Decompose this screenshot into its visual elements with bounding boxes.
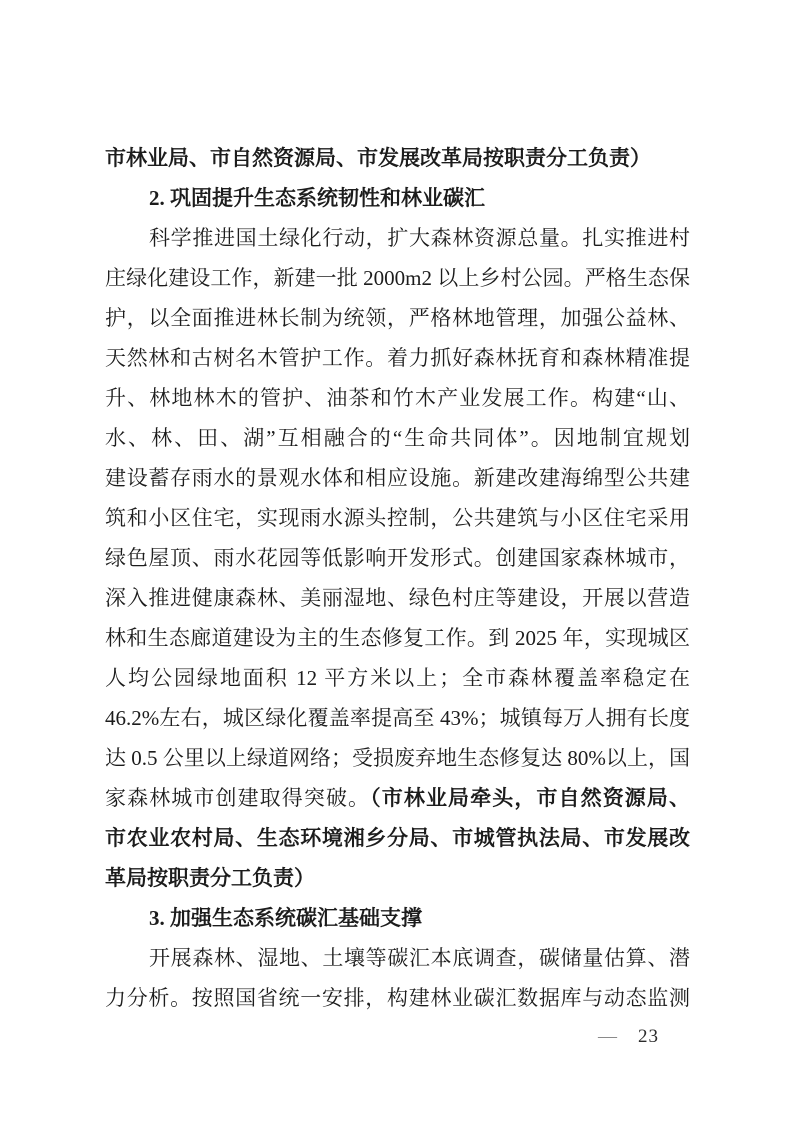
text-segment: 达 0.5 公里以上绿道网络；受损废弃地生态修复达 80%以上，国 [105,746,690,770]
text-segment: 护，以全面推进林长制为统领，严格林地管理，加强公益林、 [105,306,690,330]
text-line-1 [105,138,690,178]
text-line-4 [105,258,690,298]
text-segment: 开展森林、湿地、土壤等碳汇本底调查，碳储量估算、潜 [149,946,690,970]
text-line-19 [105,858,690,898]
bold-text-segment: 3. 加强生态系统碳汇基础支撑 [149,906,422,930]
text-segment: 天然林和古树名木管护工作。着力抓好森林抚育和森林精准提 [105,346,690,370]
document-body [105,138,690,1018]
text-line-10 [105,498,690,538]
text-line-2 [105,178,690,218]
page-number-dash: — [598,1026,617,1047]
bold-text-segment: 市林业局、市自然资源局、市发展改革局按职责分工负责） [105,146,651,170]
text-line-17 [105,778,690,818]
text-segment: 深入推进健康森林、美丽湿地、绿色村庄等建设，开展以营造 [105,586,690,610]
text-segment: 建设蓄存雨水的景观水体和相应设施。新建改建海绵型公共建 [105,466,690,490]
text-line-18 [105,818,690,858]
text-segment: 水、林、田、湖”互相融合的“生命共同体”。因地制宜规划 [105,426,690,450]
text-segment: 46.2%左右，城区绿化覆盖率提高至 43%；城镇每万人拥有长度 [105,706,690,730]
text-line-22 [105,978,690,1018]
text-line-12 [105,578,690,618]
text-line-20 [105,898,690,938]
text-line-14 [105,658,690,698]
bold-text-segment: （市林业局牵头，市自然资源局、 [370,786,690,810]
text-line-15 [105,698,690,738]
text-segment: 林和生态廊道建设为主的生态修复工作。到 2025 年，实现城区 [105,626,690,650]
text-line-16 [105,738,690,778]
text-segment: 绿色屋顶、雨水花园等低影响开发形式。创建国家森林城市， [105,546,690,570]
text-line-3 [105,218,690,258]
text-line-5 [105,298,690,338]
text-segment: 家森林城市创建取得突破。 [105,786,371,810]
bold-text-segment: 市农业农村局、生态环境湘乡分局、市城管执法局、市发展改 [105,826,690,850]
page-footer [598,1024,659,1050]
page-number: 23 [638,1026,659,1047]
text-segment: 人均公园绿地面积 12 平方米以上；全市森林覆盖率稳定在 [105,666,690,690]
text-line-9 [105,458,690,498]
text-line-7 [105,378,690,418]
text-segment: 升、林地林木的管护、油茶和竹木产业发展工作。构建“山、 [105,386,690,410]
text-line-8 [105,418,690,458]
bold-text-segment: 2. 巩固提升生态系统韧性和林业碳汇 [149,186,485,210]
text-line-21 [105,938,690,978]
text-line-13 [105,618,690,658]
text-segment: 筑和小区住宅，实现雨水源头控制，公共建筑与小区住宅采用 [105,506,690,530]
text-line-6 [105,338,690,378]
text-line-11 [105,538,690,578]
text-segment: 科学推进国土绿化行动，扩大森林资源总量。扎实推进村 [149,226,690,250]
text-segment: 力分析。按照国省统一安排，构建林业碳汇数据库与动态监测 [105,986,690,1010]
bold-text-segment: 革局按职责分工负责） [105,866,315,890]
text-segment: 庄绿化建设工作，新建一批 2000m2 以上乡村公园。严格生态保 [105,266,690,290]
